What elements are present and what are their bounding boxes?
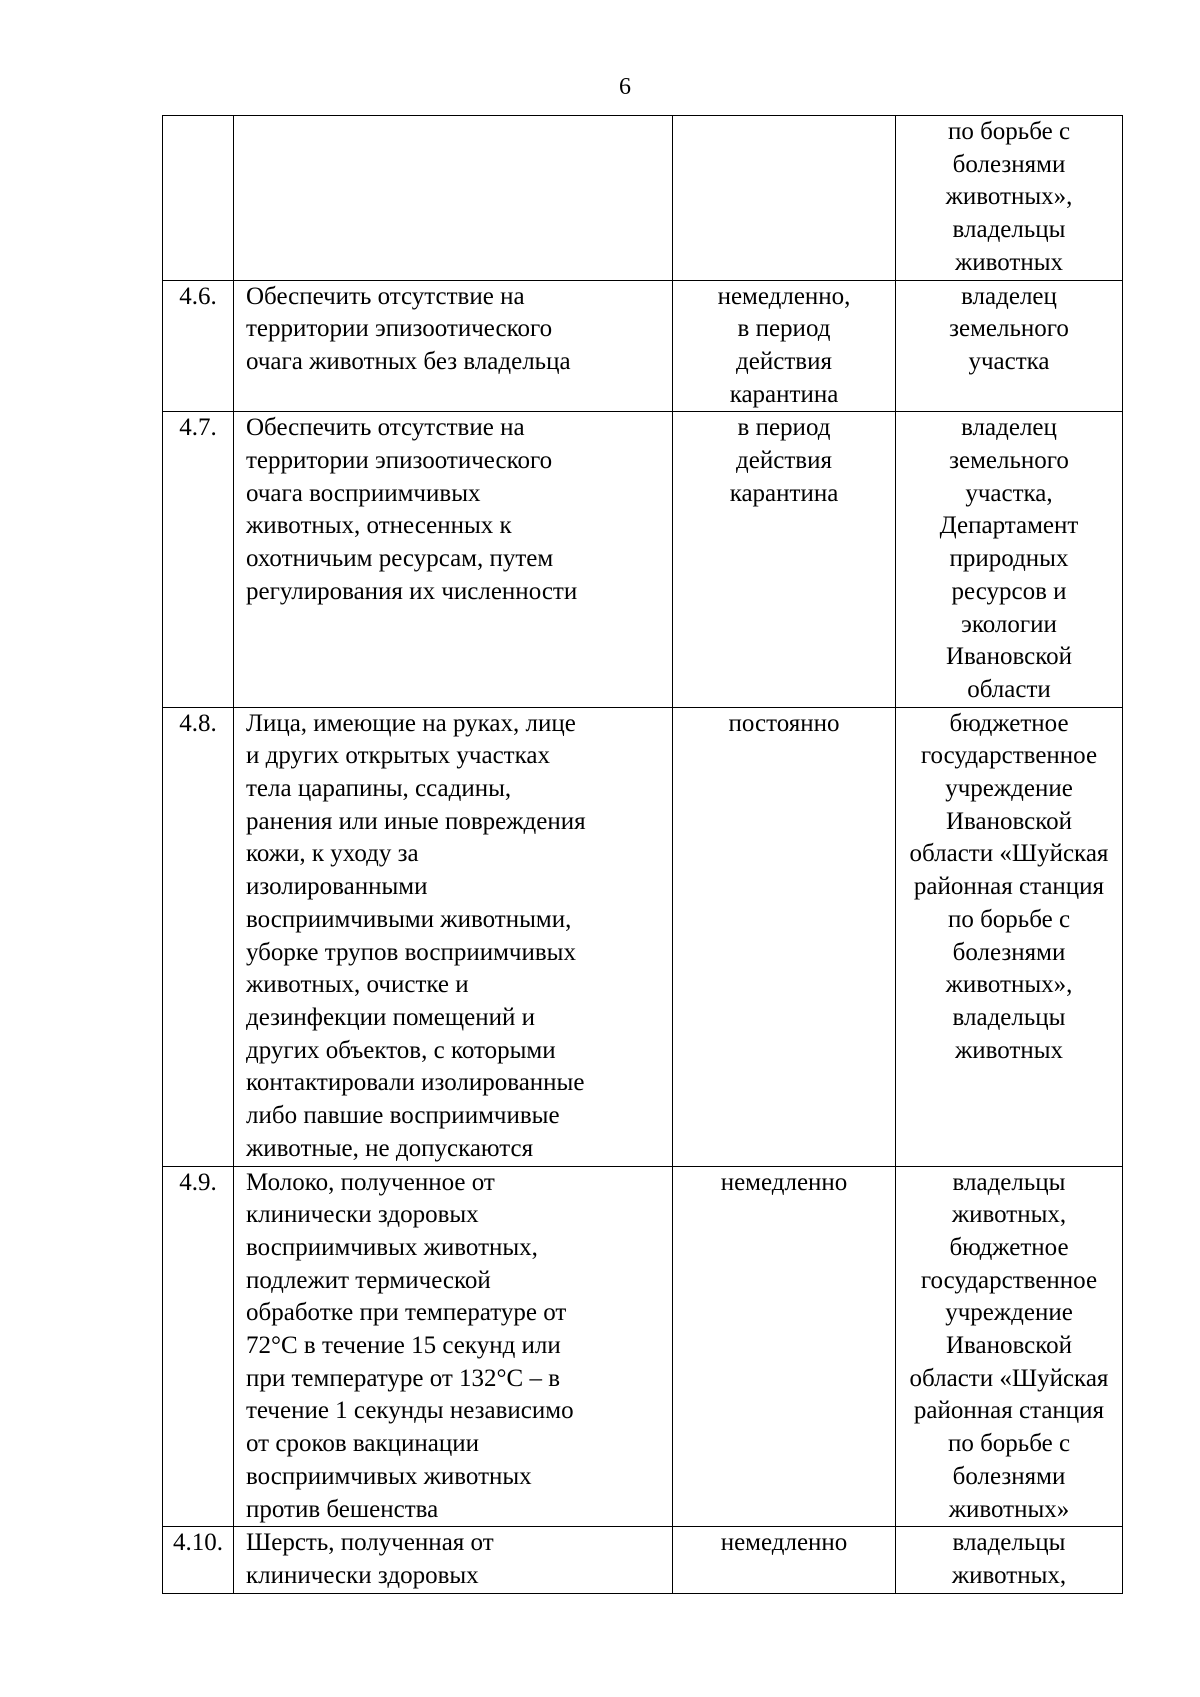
table-row	[163, 707, 1123, 1166]
action-text: Лица, имеющие на руках, лице и других открытых участках тела царапины, ссадины, ранения или иные повреждения кожи, к уходу за изолированными восприимчивыми животными, уборке трупов восприимчивых животных, очистке и дезинфекции помещений и других объектов, с которыми контактировали изолированные либо павшие восприимчивые животные, не допускаются	[234, 707, 673, 1166]
row-number: 4.8.	[163, 707, 234, 1166]
table-row	[163, 280, 1123, 412]
measures-table	[162, 115, 1123, 1594]
action-text: Обеспечить отсутствие на территории эпизоотического очага животных без владельца	[234, 280, 673, 412]
action-text: Молоко, полученное от клинически здоровых восприимчивых животных, подлежит термической обработке при температуре от 72°С в течение 15 секунд или при температуре от 132°С – в течение 1 секунды независимо от сроков вакцинации восприимчивых животных против бешенства	[234, 1166, 673, 1527]
action-text: Шерсть, полученная от клинически здоровых	[234, 1527, 673, 1594]
row-number: 4.7.	[163, 412, 234, 707]
term-text: немедленно	[673, 1527, 896, 1594]
row-number: 4.6.	[163, 280, 234, 412]
table-row	[163, 1166, 1123, 1527]
row-number	[163, 116, 234, 281]
action-text: Обеспечить отсутствие на территории эпизоотического очага восприимчивых животных, отнесенных к охотничьим ресурсам, путем регулирования их численности	[234, 412, 673, 707]
term-text: немедленно, в период действия карантина	[673, 280, 896, 412]
page-number: 6	[619, 74, 631, 100]
term-text: немедленно	[673, 1166, 896, 1527]
action-text	[234, 116, 673, 281]
row-number: 4.10.	[163, 1527, 234, 1594]
responsible-text: бюджетное государственное учреждение Ивановской области «Шуйская районная станция по борьбе с болезнями животных», владельцы животных	[896, 707, 1123, 1166]
responsible-text: владелец земельного участка, Департамент природных ресурсов и экологии Ивановской области	[896, 412, 1123, 707]
responsible-text: владельцы животных, бюджетное государственное учреждение Ивановской области «Шуйская районная станция по борьбе с болезнями животных»	[896, 1166, 1123, 1527]
responsible-text: по борьбе с болезнями животных», владельцы животных	[896, 116, 1123, 281]
term-text	[673, 116, 896, 281]
table-row	[163, 116, 1123, 281]
table-row	[163, 1527, 1123, 1594]
responsible-text: владельцы животных,	[896, 1527, 1123, 1594]
table-row	[163, 412, 1123, 707]
responsible-text: владелец земельного участка	[896, 280, 1123, 412]
term-text: в период действия карантина	[673, 412, 896, 707]
term-text: постоянно	[673, 707, 896, 1166]
row-number: 4.9.	[163, 1166, 234, 1527]
